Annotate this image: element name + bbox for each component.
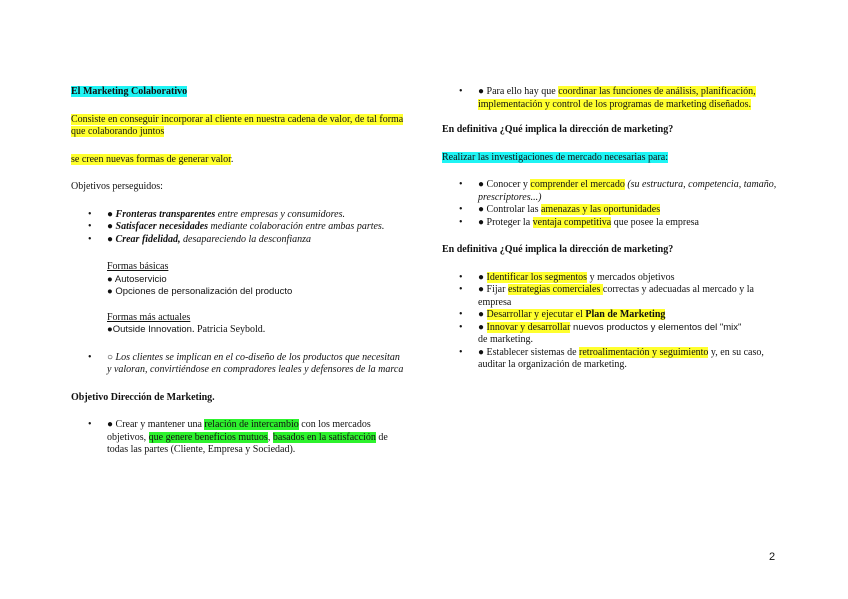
- list-item: • ● Controlar las amenazas y las oportunidades: [459, 204, 661, 215]
- section-title-marketing-colaborativo: El Marketing Colaborativo: [71, 86, 188, 97]
- bullet-icon: •: [88, 221, 92, 232]
- investigaciones-list: [442, 179, 782, 229]
- bullet-icon: •: [459, 321, 463, 333]
- formas-actuales-item: ●Outside Innovation. Patricia Seybold.: [107, 324, 266, 335]
- bullet-icon: •: [459, 216, 463, 228]
- formas-basicas-block: [107, 261, 406, 299]
- definitiva-heading-1: En definitiva ¿Qué implica la dirección de marketing?: [442, 124, 674, 135]
- bullet-icon: •: [459, 271, 463, 283]
- realizar-paragraph: Realizar las investigaciones de mercado necesarias para:: [442, 151, 669, 163]
- intro-paragraph: Consiste en conseguir incorporar al cliente en nuestra cadena de valor, de tal forma que colaborando juntos: [71, 113, 404, 137]
- list-item: • ● Identificar los segmentos y mercados objetivos: [459, 271, 675, 283]
- list-item: • ● Establecer sistemas de retroalimentación y seguimiento y, en su caso, auditar la organización de marketing.: [459, 346, 764, 370]
- objetivos-list: [71, 209, 406, 247]
- bullet-icon: •: [459, 86, 463, 97]
- list-item: • ● Innovar y desarrollar nuevos productos y elementos del "mix" de marketing.: [459, 321, 742, 345]
- right-column: [442, 86, 782, 372]
- list-item: • ● Desarrollar y ejecutar el Plan de Marketing: [459, 309, 666, 320]
- formas-actuales-block: [107, 312, 406, 337]
- bullet-icon: •: [459, 179, 463, 190]
- list-item: • ● Satisfacer necesidades mediante colaboración entre ambas partes.: [88, 221, 385, 232]
- bullet-icon: •: [459, 284, 463, 295]
- list-item: • ● Fronteras transparentes entre empresas y consumidores.: [88, 208, 345, 220]
- left-column: [71, 86, 406, 457]
- clientes-list: [71, 352, 406, 377]
- list-item: • ● Para ello hay que coordinar las funciones de análisis, planificación, implementación y control de los programas de marketing diseñados.: [459, 86, 756, 110]
- page-number: 2: [769, 551, 776, 563]
- bullet-icon: •: [88, 351, 92, 363]
- formas-actuales-label: Formas más actuales: [107, 311, 191, 323]
- bullet-icon: •: [459, 309, 463, 320]
- bullet-icon: •: [459, 346, 463, 358]
- list-item: • ● Conocer y comprender el mercado (su estructura, competencia, tamaño, prescriptores...): [459, 179, 777, 203]
- definitiva-heading-2: En definitiva ¿Qué implica la dirección de marketing?: [442, 244, 674, 255]
- bullet-icon: •: [88, 208, 92, 220]
- formas-basicas-label: Formas básicas: [107, 261, 169, 272]
- list-item: • ● Crear fidelidad, desapareciendo la desconfianza: [88, 233, 311, 245]
- list-item: • ○ Los clientes se implican en el co-diseño de los productos que necesitan y valoran, convirtiéndose en compradores leales y defensores de la marca: [88, 351, 404, 375]
- formas-basicas-item: ● Autoservicio: [107, 273, 167, 285]
- implica-list: [442, 272, 782, 372]
- objetivos-label: Objetivos perseguidos:: [71, 181, 163, 192]
- bullet-icon: •: [459, 204, 463, 215]
- objetivo-direccion-title: Objetivo Dirección de Marketing.: [71, 391, 215, 403]
- formas-basicas-item: ● Opciones de personalización del producto: [107, 286, 293, 297]
- list-item: • ● Proteger la ventaja competitiva que posee la empresa: [459, 216, 699, 228]
- coordinar-list: [442, 86, 782, 111]
- bullet-icon: •: [88, 419, 92, 430]
- list-item: • ● Crear y mantener una relación de intercambio con los mercados objetivos, que genere beneficios mutuos, basados en la satisfacción de todas las partes (Cliente, Empresa y Sociedad).: [88, 419, 388, 455]
- bullet-icon: •: [88, 233, 92, 245]
- list-item: • ● Fijar estrategias comerciales correctas y adecuadas al mercado y la empresa: [459, 284, 754, 308]
- direccion-list: [71, 419, 406, 457]
- intro-paragraph-2: se creen nuevas formas de generar valor.: [71, 153, 234, 165]
